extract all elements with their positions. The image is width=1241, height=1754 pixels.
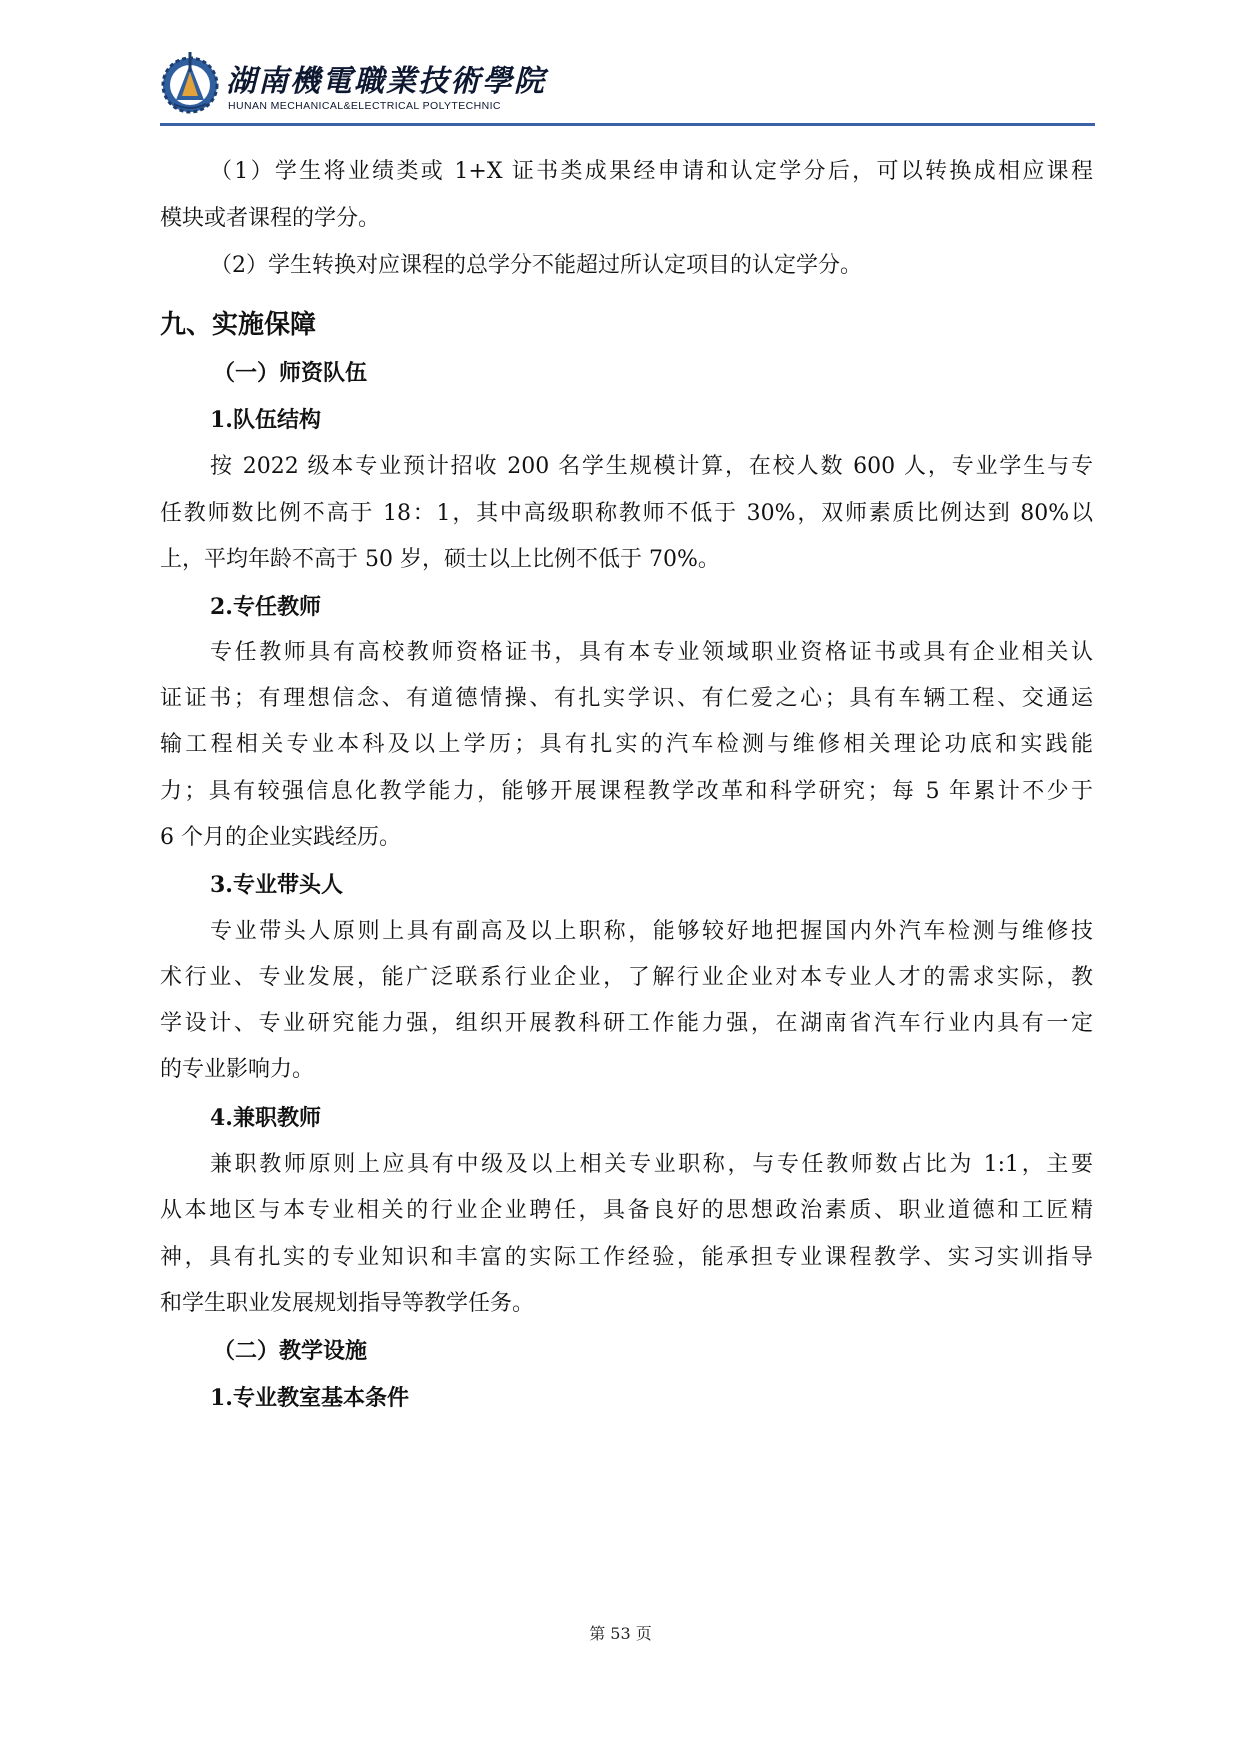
- school-name-cn: 湖南機電職業技術學院: [226, 64, 546, 99]
- header-divider: [160, 123, 1095, 126]
- paragraph-line: 上，平均年龄不高于 50 岁，硕士以上比例不低于 70%。: [160, 547, 720, 572]
- item-heading: 1.专业教室基本条件: [210, 1385, 409, 1411]
- paragraph-line: 专任教师具有高校教师资格证书，具有本专业领域职业资格证书或具有企业相关认: [210, 640, 1093, 665]
- paragraph-line: 和学生职业发展规划指导等教学任务。: [160, 1291, 535, 1316]
- paragraph-line: 学设计、专业研究能力强，组织开展教科研工作能力强，在湖南省汽车行业内具有一定: [160, 1011, 1093, 1036]
- paragraph-line: 专业带头人原则上具有副高及以上职称，能够较好地把握国内外汽车检测与维修技: [210, 919, 1093, 944]
- paragraph-line: 任教师数比例不高于 18：1，其中高级职称教师不低于 30%，双师素质比例达到 80%以: [160, 501, 1093, 526]
- page-header: [160, 50, 1095, 127]
- item-heading: 2.专任教师: [210, 594, 321, 620]
- school-name-en: HUNAN MECHANICAL&ELECTRICAL POLYTECHNIC: [228, 100, 501, 112]
- school-emblem-icon: [160, 50, 220, 116]
- paragraph-line: 模块或者课程的学分。: [160, 206, 381, 231]
- paragraph-line: 证证书；有理想信念、有道德情操、有扎实学识、有仁爱之心；具有车辆工程、交通运: [160, 686, 1093, 711]
- item-heading: 1.队伍结构: [210, 407, 321, 433]
- paragraph-line: （2）学生转换对应课程的总学分不能超过所认定项目的认定学分。: [210, 253, 862, 278]
- paragraph-line: 6 个月的企业实践经历。: [160, 825, 401, 850]
- item-heading: 3.专业带头人: [210, 872, 343, 898]
- paragraph-line: 术行业、专业发展，能广泛联系行业企业，了解行业企业对本专业人才的需求实际，教: [160, 965, 1093, 990]
- paragraph-line: 按 2022 级本专业预计招收 200 名学生规模计算，在校人数 600 人，专业学生与专: [210, 454, 1093, 479]
- subsection-heading: （一）师资队伍: [213, 360, 368, 386]
- paragraph-line: 从本地区与本专业相关的行业企业聘任，具备良好的思想政治素质、职业道德和工匠精: [160, 1198, 1093, 1223]
- paragraph-line: 兼职教师原则上应具有中级及以上相关专业职称，与专任教师数占比为 1:1，主要: [210, 1152, 1093, 1177]
- subsection-heading: （二）教学设施: [213, 1338, 368, 1364]
- page-number: 第 53 页: [589, 1624, 652, 1643]
- item-heading: 4.兼职教师: [210, 1105, 321, 1131]
- paragraph-line: 的专业影响力。: [160, 1057, 315, 1082]
- paragraph-line: 输工程相关专业本科及以上学历；具有扎实的汽车检测与维修相关理论功底和实践能: [160, 732, 1093, 757]
- paragraph-line: （1）学生将业绩类或 1+X 证书类成果经申请和认定学分后，可以转换成相应课程: [210, 159, 1093, 184]
- section-heading: 九、实施保障: [160, 310, 317, 340]
- paragraph-line: 力；具有较强信息化教学能力，能够开展课程教学改革和科学研究；每 5 年累计不少于: [160, 779, 1093, 804]
- paragraph-line: 神，具有扎实的专业知识和丰富的实际工作经验，能承担专业课程教学、实习实训指导: [160, 1245, 1093, 1270]
